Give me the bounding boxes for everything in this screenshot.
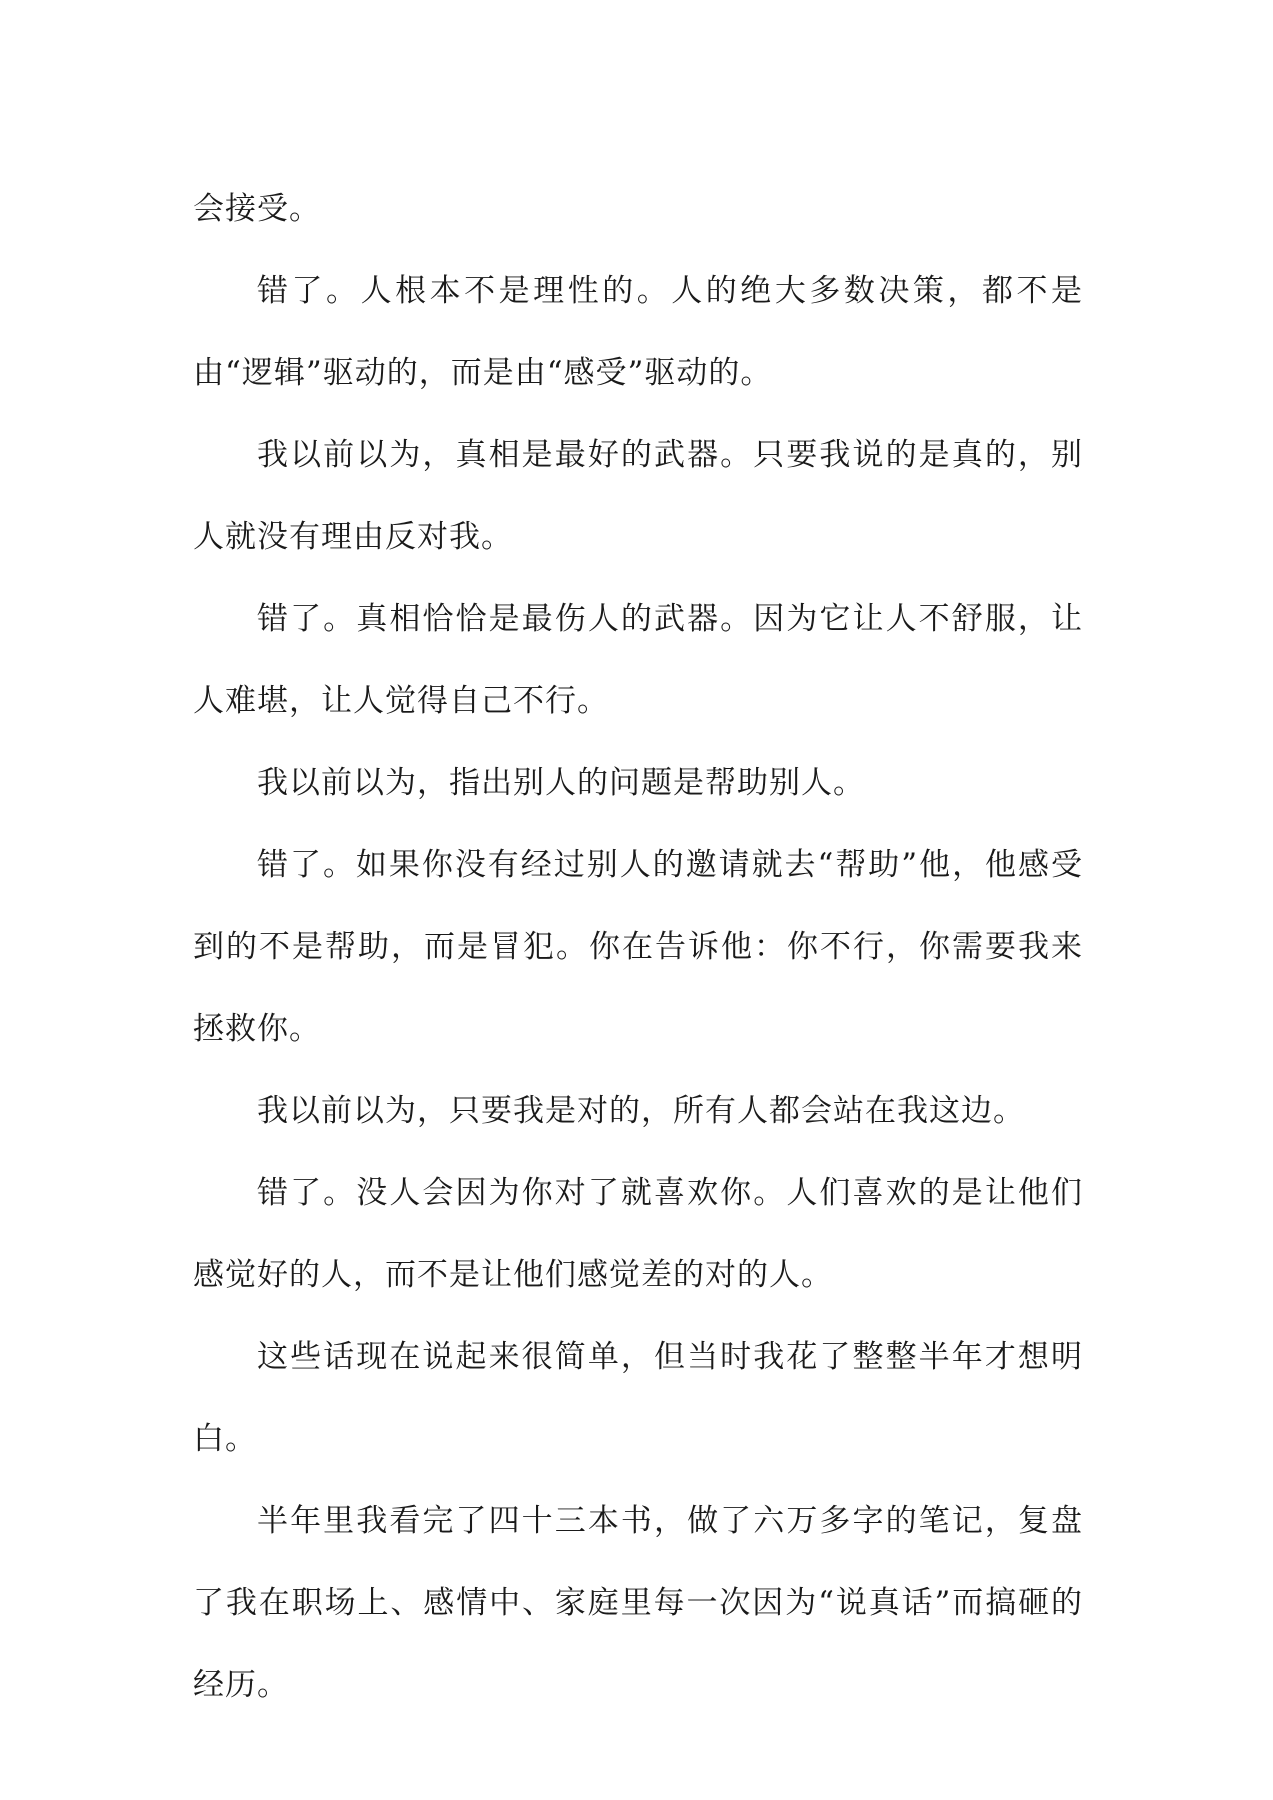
paragraph: 错了。真相恰恰是最伤人的武器。因为它让人不舒服，让人难堪，让人觉得自己不行。 <box>193 601 1083 719</box>
paragraph: 半年里我看完了四十三本书，做了六万多字的笔记，复盘了我在职场上、感情中、家庭里每一次因为“说真话”而搞砸的经历。 <box>193 1503 1083 1703</box>
paragraph: 错了。如果你没有经过别人的邀请就去“帮助”他，他感受到的不是帮助，而是冒犯。你在告诉他：你不行，你需要我来拯救你。 <box>193 847 1083 1047</box>
paragraph: 这些话现在说起来很简单，但当时我花了整整半年才想明白。 <box>193 1339 1083 1457</box>
paragraph-continuation: 会接受。 <box>193 191 321 227</box>
paragraph: 错了。人根本不是理性的。人的绝大多数决策，都不是由“逻辑”驱动的，而是由“感受”驱动的。 <box>193 273 1083 391</box>
paragraph: 我以前以为，指出别人的问题是帮助别人。 <box>257 765 865 801</box>
paragraph: 我以前以为，只要我是对的，所有人都会站在我这边。 <box>257 1093 1025 1129</box>
paragraph: 我以前以为，真相是最好的武器。只要我说的是真的，别人就没有理由反对我。 <box>193 437 1083 555</box>
paragraph: 错了。没人会因为你对了就喜欢你。人们喜欢的是让他们感觉好的人，而不是让他们感觉差的对的人。 <box>193 1175 1083 1293</box>
